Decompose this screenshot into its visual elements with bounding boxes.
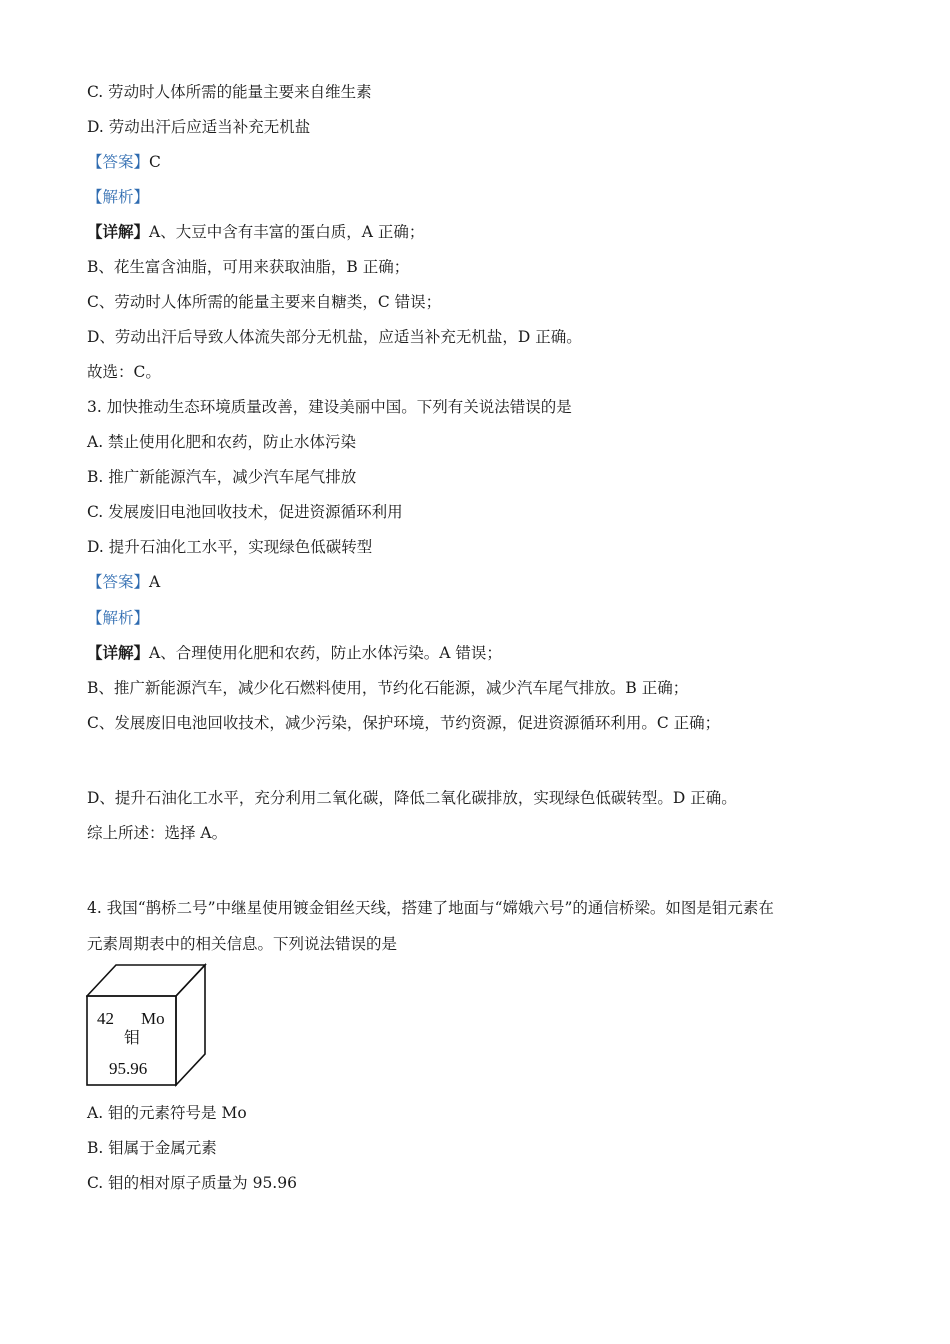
q4-stem-line2: 元素周期表中的相关信息。下列说法错误的是 bbox=[87, 935, 398, 953]
q3-detail-d: D、提升石油化工水平，充分利用二氧化碳，降低二氧化碳排放，实现绿色低碳转型。D 正确。 bbox=[87, 789, 737, 807]
atomic-mass: 95.96 bbox=[109, 1059, 148, 1078]
q4-option-a: A. 钼的元素符号是 Mo bbox=[87, 1104, 247, 1122]
answer-value: A bbox=[149, 573, 161, 591]
q3-option-d: D. 提升石油化工水平，实现绿色低碳转型 bbox=[87, 538, 373, 556]
q4-option-c: C. 钼的相对原子质量为 95.96 bbox=[87, 1174, 297, 1192]
q3-detail-c: C、发展废旧电池回收技术，减少污染，保护环境，节约资源，促进资源循环利用。C 正确； bbox=[87, 714, 721, 732]
answer-tag: 【答案】 bbox=[87, 153, 150, 171]
answer-tag: 【答案】 bbox=[87, 573, 150, 591]
q2-option-d: D. 劳动出汗后应适当补充无机盐 bbox=[87, 118, 311, 136]
element-name: 钼 bbox=[124, 1028, 141, 1047]
detail-text: A、合理使用化肥和农药，防止水体污染。A 错误； bbox=[149, 644, 502, 662]
q4-option-b: B. 钼属于金属元素 bbox=[87, 1139, 217, 1157]
q2-analysis-tag: 【解析】 bbox=[87, 188, 150, 206]
q2-detail-d: D、劳动出汗后导致人体流失部分无机盐，应适当补充无机盐，D 正确。 bbox=[87, 328, 582, 346]
q3-option-b: B. 推广新能源汽车，减少汽车尾气排放 bbox=[87, 468, 357, 486]
q3-detail-a bbox=[87, 643, 502, 663]
q2-option-c: C. 劳动时人体所需的能量主要来自维生素 bbox=[87, 83, 372, 101]
q2-detail-b: B、花生富含油脂，可用来获取油脂，B 正确； bbox=[87, 258, 410, 276]
answer-value: C bbox=[149, 153, 161, 171]
q2-detail-c: C、劳动时人体所需的能量主要来自糖类，C 错误； bbox=[87, 293, 442, 311]
detail-tag: 【详解】 bbox=[87, 222, 150, 241]
q3-stem: 3. 加快推动生态环境质量改善，建设美丽中国。下列有关说法错误的是 bbox=[87, 398, 572, 416]
q4-stem-line1: 4. 我国“鹊桥二号”中继星使用镀金钼丝天线，搭建了地面与“嫦娥六号”的通信桥梁。如图是钼元素在 bbox=[87, 899, 774, 917]
q3-analysis-tag: 【解析】 bbox=[87, 609, 150, 627]
atomic-number: 42 bbox=[97, 1009, 114, 1028]
detail-tag: 【详解】 bbox=[87, 643, 150, 662]
q3-option-c: C. 发展废旧电池回收技术，促进资源循环利用 bbox=[87, 503, 403, 521]
q3-detail-b: B、推广新能源汽车，减少化石燃料使用，节约化石能源，减少汽车尾气排放。B 正确； bbox=[87, 679, 689, 697]
q2-answer bbox=[87, 152, 161, 172]
q3-answer bbox=[87, 572, 160, 592]
detail-text: A、大豆中含有丰富的蛋白质，A 正确； bbox=[149, 223, 425, 241]
element-symbol: Mo bbox=[141, 1009, 165, 1028]
q3-option-a: A. 禁止使用化肥和农药，防止水体污染 bbox=[87, 433, 357, 451]
periodic-table-element-card bbox=[86, 963, 208, 1088]
q3-conclusion: 综上所述：选择 A。 bbox=[87, 824, 228, 842]
q2-detail-a bbox=[87, 222, 424, 242]
q2-conclusion: 故选：C。 bbox=[87, 363, 161, 381]
